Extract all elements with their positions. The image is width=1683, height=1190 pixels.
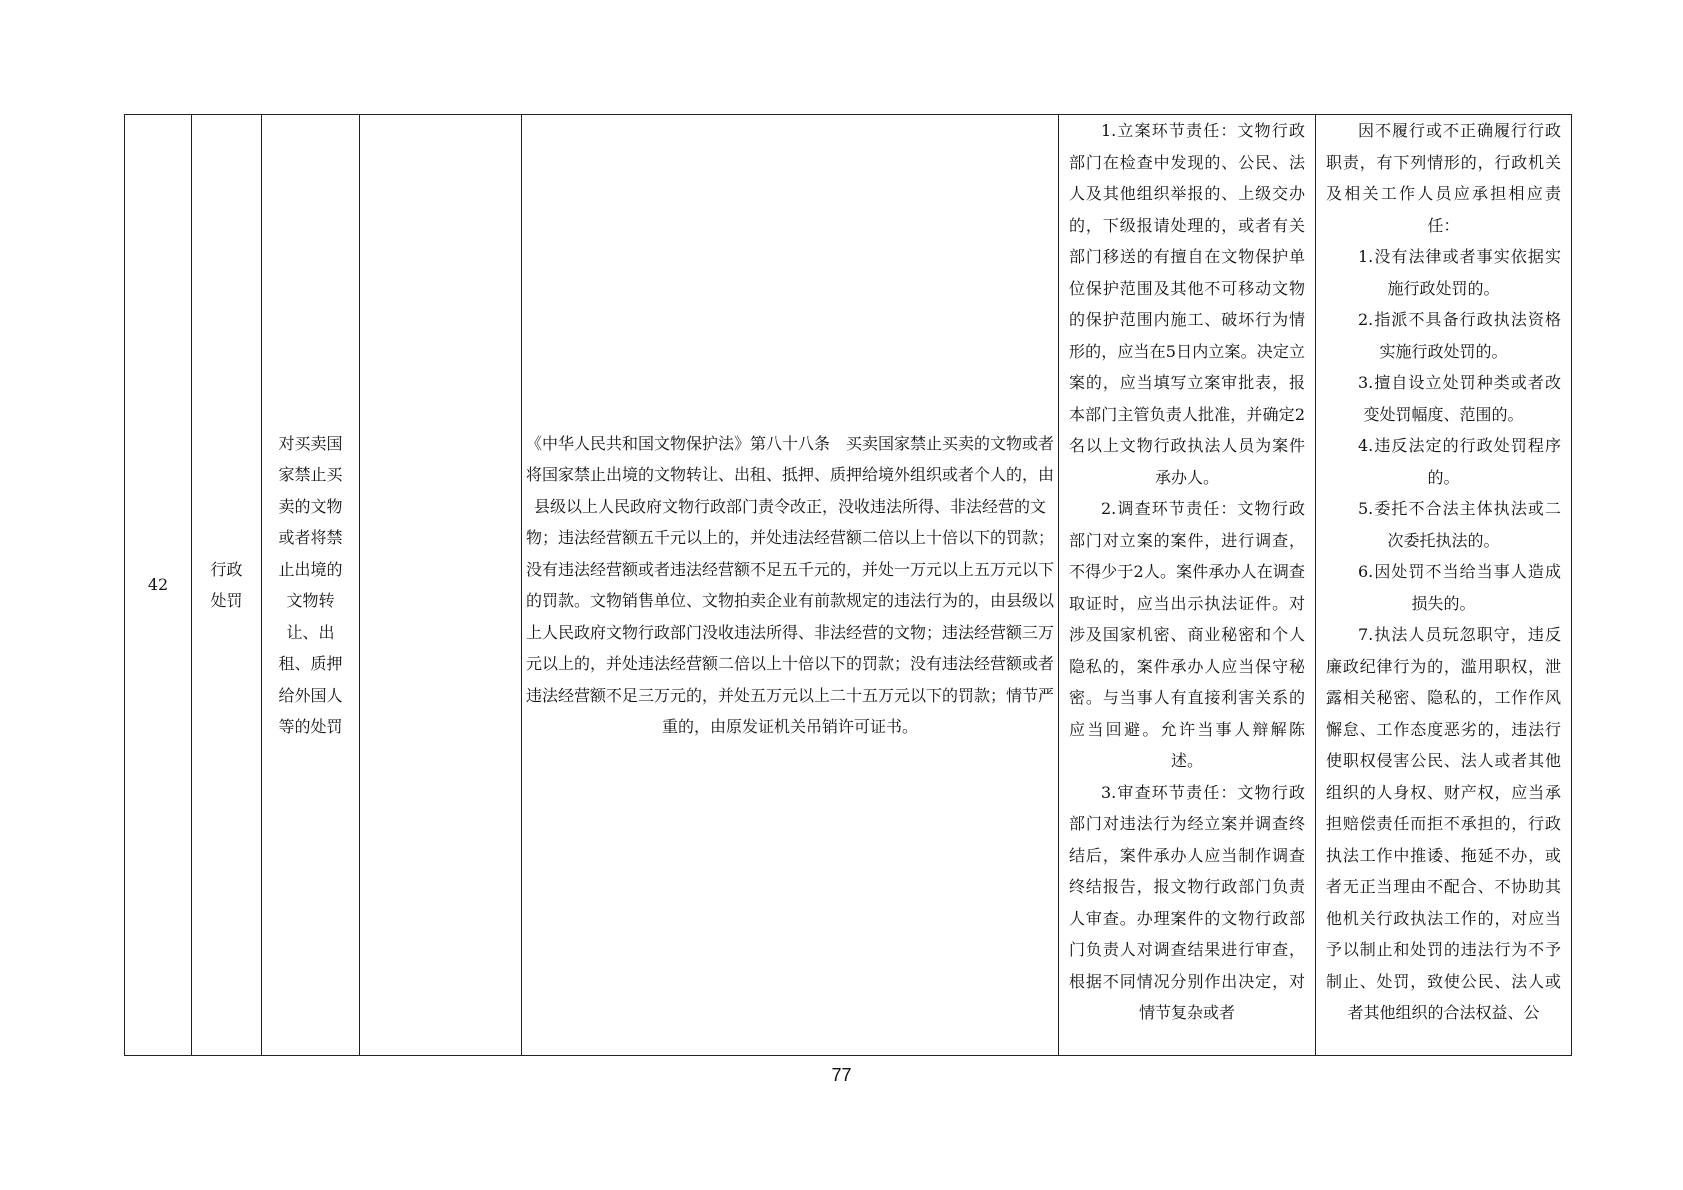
accountability-list [1316,115,1571,1055]
accountability-item: 3.擅自设立处罚种类或者改变处罚幅度、范围的。 [1358,373,1561,424]
responsibility-cell [1059,115,1316,1056]
category-cell [192,115,262,1056]
accountability-item: 6.因处罚不当给当事人造成损失的。 [1358,562,1561,613]
accountability-item: 5.委托不合法主体执法或二次委托执法的。 [1358,499,1561,550]
accountability-item: 2.指派不具备行政执法资格实施行政处罚的。 [1358,310,1561,361]
accountability-cell [1316,115,1572,1056]
responsibility-item: 1.立案环节责任：文物行政部门在检查中发现的、公民、法人及其他组织举报的、上级交办的，下级报请处理的，或者有关部门移送的有擅自在文物保护单位保护范围及其他不可移动文物的保护范围内施工、破坏行为情形的，应当在5日内立案。决定立案的，应当填写立案审批表，报本部门主管负责人批准，并确定2名以上文物行政执法人员为案件承办人。 [1069,121,1305,487]
legal-basis-cell [522,115,1059,1056]
responsibility-item: 2.调查环节责任：文物行政部门对立案的案件，进行调查，不得少于2人。案件承办人在调查取证时，应当出示执法证件。对涉及国家机密、商业秘密和个人隐私的，案件承办人应当保守秘密。与当事人有直接利害关系的应当回避。允许当事人辩解陈述。 [1069,499,1305,770]
page-number: 77 [831,1065,852,1085]
sub-item-cell [360,115,522,1056]
category-text: 行政处罚 [210,559,243,610]
accountability-item: 4.违反法定的行政处罚程序的。 [1358,436,1561,487]
accountability-item: 7.执法人员玩忽职守，违反廉政纪律行为的，滥用职权，泄露相关秘密、隐私的，工作作风懈怠、工作态度恶劣的，违法行使职权侵害公民、法人或者其他组织的人身权、财产权，应当承担赔偿责任而拒不承担的，行政执法工作中推诿、拖延不办，或者无正当理由不配合、不协助其他机关行政执法工作的，对应当予以制止和处罚的违法行为不予制止、处罚，致使公民、法人或者其他组织的合法权益、公 [1326,625,1561,1022]
item-name-cell [262,115,360,1056]
responsibility-item: 3.审查环节责任：文物行政部门对违法行为经立案并调查终结后，案件承办人应当制作调查终结报告，报文物行政部门负责人审查。办理案件的文物行政部门负责人对调查结果进行审查，根据不同情况分别作出决定，对情节复杂或者 [1069,782,1305,1022]
table-row [125,115,1572,1056]
seq-cell [125,115,192,1056]
legal-basis-text: 《中华人民共和国文物保护法》第八十八条 买卖国家禁止买卖的文物或者将国家禁止出境的文物转让、出租、抵押、质押给境外组织或者个人的，由县级以上人民政府文物行政部门责令改正，没收违法所得、非法经营的文物；违法经营额五千元以上的，并处违法经营额二倍以上十倍以下的罚款；没有违法经营额或者违法经营额不足五千元的，并处一万元以上五万元以下的罚款。文物销售单位、文物拍卖企业有前款规定的违法行为的，由县级以上人民政府文物行政部门没收违法所得、非法经营的文物；违法经营额三万元以上的，并处违法经营额二倍以上十倍以下的罚款；没有违法经营额或者违法经营额不足三万元的，并处五万元以上二十五万元以下的罚款；情节严重的，由原发证机关吊销许可证书。 [525,433,1054,736]
seq-number: 42 [147,575,169,595]
accountability-intro: 因不履行或不正确履行行政职责，有下列情形的，行政机关及相关工作人员应承担相应责任： [1326,121,1561,235]
responsibility-list [1059,115,1315,1055]
item-name-text: 对买卖国家禁止买卖的文物或者将禁止出境的文物转让、出租、质押给外国人等的处罚 [278,433,343,736]
accountability-item: 1.没有法律或者事实依据实施行政处罚的。 [1358,247,1561,298]
power-list-table [124,114,1572,1056]
